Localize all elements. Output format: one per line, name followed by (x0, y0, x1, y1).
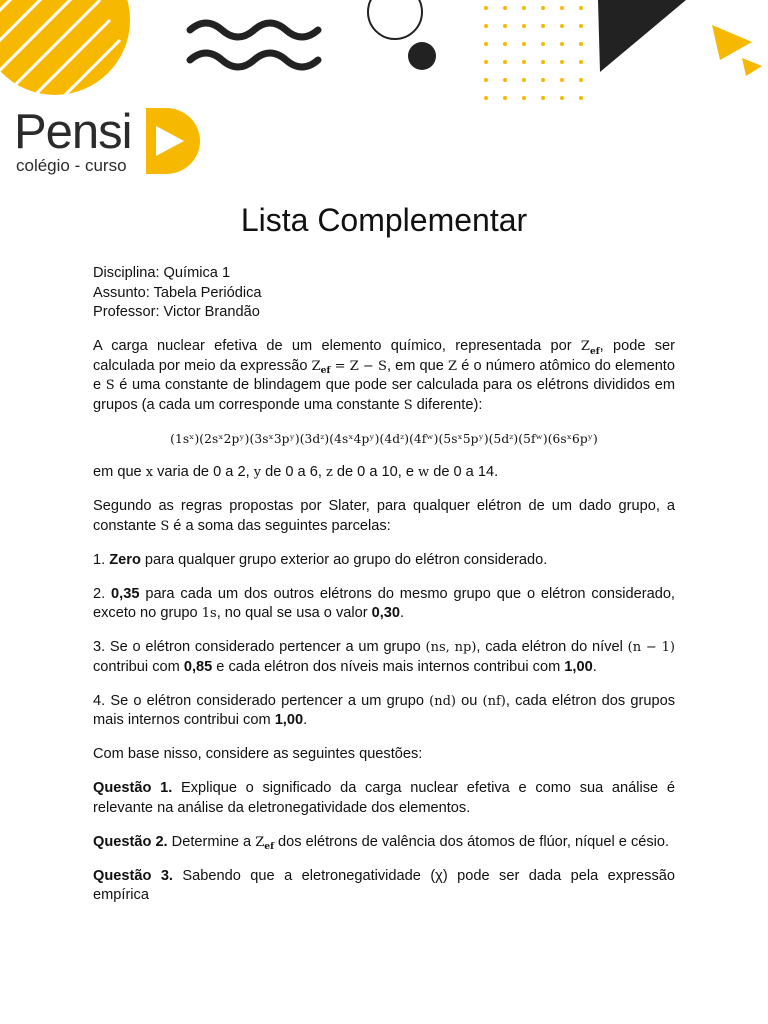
consider-paragraph: Com base nisso, considere as seguintes questões: (93, 746, 423, 762)
document-meta (93, 264, 675, 323)
rule-3: 3. Se o elétron considerado pertencer a um grupo (ns, np), cada elétron do nível (n − 1) contribui com 0,85 e cada elétron dos níveis mais internos contribui com 1,00. (93, 639, 675, 675)
question-3: Questão 3. Sabendo que a eletronegatividade (χ) pode ser dada pela expressão empírica (93, 867, 675, 903)
meta-professor: Professor: Victor Brandão (93, 304, 260, 320)
question-1: Questão 1. Explique o significado da carga nuclear efetiva e como sua análise é relevante na análise da eletronegatividade dos elementos. (93, 780, 675, 816)
dark-triangle-shape (598, 0, 686, 72)
rule-2: 2. 0,35 para cada um dos outros elétrons do mesmo grupo que o elétron considerado, exceto no grupo 1s, no qual se usa o valor 0,30. (93, 585, 675, 621)
meta-discipline: Disciplina: Química 1 (93, 265, 231, 281)
ranges-paragraph: em que x varia de 0 a 2, y de 0 a 6, z de 0 a 10, e w de 0 a 14. (93, 464, 499, 480)
pensi-logo (14, 105, 204, 180)
meta-subject: Assunto: Tabela Periódica (93, 284, 262, 301)
electron-configuration: (1sˣ)(2sˣ2pʸ)(3sˣ3pʸ)(3dᶻ)(4sˣ4pʸ)(4dᶻ)(4fʷ)(5sˣ5pʸ)(5dᶻ)(5fʷ)(6sˣ6pʸ) (170, 431, 598, 446)
wave-shape (190, 23, 318, 37)
page-title: Lista Complementar (240, 202, 528, 238)
logo-play-mark-icon (144, 108, 202, 174)
outline-circle-shape (368, 0, 422, 39)
logo-tagline: colégio - curso (16, 156, 127, 175)
dark-dot-shape (408, 42, 436, 70)
rule-4: 4. Se o elétron considerado pertencer a um grupo (nd) ou (nf), cada elétron dos grupos mais internos contribui com 1,00. (93, 692, 675, 728)
slater-intro-paragraph: Segundo as regras propostas por Slater, para qualquer elétron de um dado grupo, a constante S é a soma das seguintes parcelas: (93, 498, 675, 534)
yellow-triangle-shape (742, 58, 762, 76)
yellow-triangle-shape (712, 25, 752, 60)
logo-name: Pensi (14, 105, 132, 159)
document-body (93, 264, 675, 920)
intro-paragraph: A carga nuclear efetiva de um elemento químico, representada por $Z_{ef}$, pode ser calculada por meio da expressão $Z_{ef} = Z - S$, em que Z é o número atômico do elemento e S é uma constante de blindagem que pode ser calculada para os elétrons divididos em grupos (a cada um corresponde uma constante S diferente): (93, 338, 675, 413)
question-2: Questão 2. Determine a $Z_{ef}$ dos elétrons de valência dos átomos de flúor, níquel e césio. (93, 833, 670, 853)
wave-shape (190, 53, 318, 67)
rule-1: 1. Zero para qualquer grupo exterior ao grupo do elétron considerado. (93, 551, 548, 568)
